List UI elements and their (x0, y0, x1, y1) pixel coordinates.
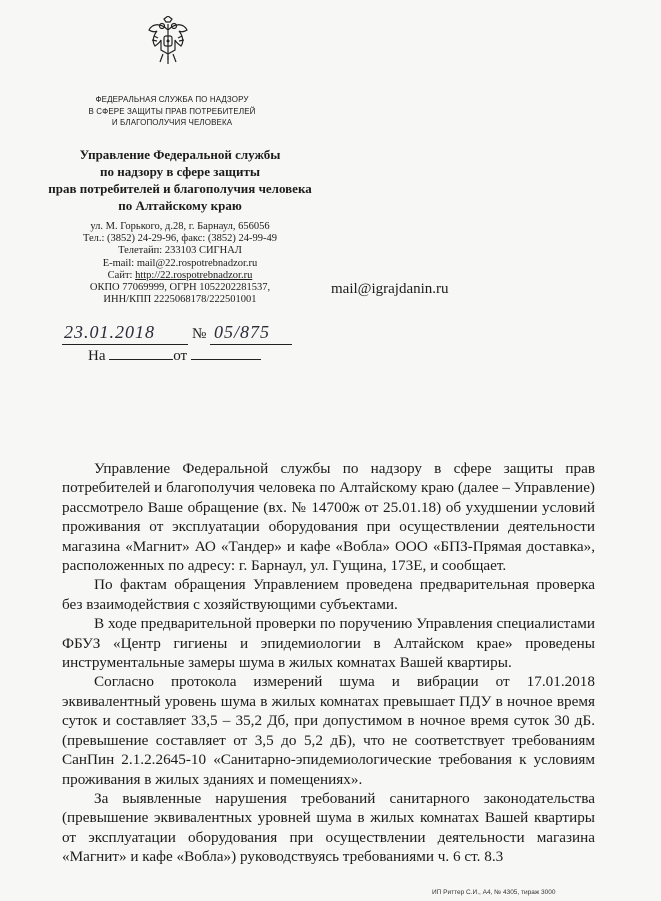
agency-address: ул. М. Горького, д.28, г. Барнаул, 656056 (90, 221, 270, 232)
body-paragraph: В ходе предварительной проверки по поручению Управления специалистами ФБУЗ «Центр гигиены и эпидемиологии в Алтайском крае» проведены инструментальные замеры шума в жилых комнатах Вашей квартиры. (62, 615, 595, 672)
number-underline (210, 344, 292, 345)
na-label: На (88, 348, 106, 364)
agency-phone: Тел.: (3852) 24-29-96, факс: (3852) 24-99-49 (82, 233, 278, 245)
registration-line (62, 322, 292, 346)
registration-no-label: № (192, 326, 207, 342)
agency-name-bold (20, 146, 340, 214)
agency-bold-line: Управление Федеральной службы (79, 147, 281, 162)
agency-caps-line: ФЕДЕРАЛЬНАЯ СЛУЖБА ПО НАДЗОРУ (95, 95, 249, 104)
agency-inn: ИНН/КПП 2225068178/222501001 (103, 294, 257, 306)
agency-bold-line: прав потребителей и благополучия человека (48, 181, 312, 196)
agency-site: http://22.rospotrebnadzor.ru (135, 269, 253, 281)
agency-name-caps (62, 94, 282, 129)
body-paragraph: По фактам обращения Управлением проведена предварительная проверка без взаимодействия с хозяйствующими субъектами. (62, 576, 595, 613)
date-underline (62, 344, 188, 345)
printer-footer: ИП Риттер С.И., А4, № 4305, тираж 3000 (432, 889, 556, 896)
agency-bold-line: по надзору в сфере защиты (99, 164, 261, 179)
body-paragraph: Управление Федеральной службы по надзору в сфере защиты прав потребителей и благополучия человека по Алтайскому краю (далее – Управление) рассмотрело Ваше обращение (вх. № 14700ж от 25.01.18) об ухудшении условий проживания от эксплуатации оборудования при осуществлении деятельности магазина «Магнит» АО «Тандер» и кафе «Вобла» ООО «БПЗ-Прямая доставка», расположенных по адресу: г. Барнаул, ул. Гущина, 173Е, и сообщает. (62, 460, 595, 575)
reference-line (88, 347, 261, 365)
site-label: Сайт: (107, 269, 136, 281)
coat-of-arms-icon (146, 16, 190, 66)
agency-bold-line: по Алтайскому краю (118, 198, 242, 213)
recipient-email: mail@igrajdanin.ru (331, 281, 449, 297)
agency-email: mail@22.rospotrebnadzor.ru (136, 257, 258, 269)
agency-site-line (60, 270, 300, 282)
reference-number-blank (109, 347, 173, 360)
body-paragraph: Согласно протокола измерений шума и вибрации от 17.01.2018 эквивалентный уровень шума в жилых комнатах превышает ПДУ в ночное время суток и составляет 33,5 – 35,2 Дб, при допустимом в ночное время суток 30 дБ. (превышение составляет от 3,5 до 5,2 дБ), что не соответствует требованиям СанПин 2.1.2.2645-10 «Санитарно-эпидемиологические требования к условиям проживания в жилых зданиях и помещениях». (62, 673, 595, 788)
letter-body (62, 459, 595, 867)
reference-date-blank (191, 347, 261, 360)
body-paragraph: За выявленные нарушения требований санитарного законодательства (превышение эквивалентных уровней шума в жилых комнатах Вашей квартиры от эксплуатации оборудования при осуществлении деятельности магазина «Магнит» и кафе «Вобла») руководствуясь требованиями ч. 6 ст. 8.3 (62, 789, 595, 866)
agency-caps-line: В СФЕРЕ ЗАЩИТЫ ПРАВ ПОТРЕБИТЕЛЕЙ (88, 106, 256, 116)
registration-number: 05/875 (214, 322, 271, 342)
agency-okpo: ОКПО 77069999, ОГРН 1052202281537, (89, 282, 271, 294)
agency-caps-line: И БЛАГОПОЛУЧИЯ ЧЕЛОВЕКА (111, 118, 233, 127)
registration-date: 23.01.2018 (64, 322, 155, 342)
agency-telegraph: Телетайп: 233103 СИГНАЛ (118, 245, 242, 257)
ot-label: от (173, 348, 188, 364)
email-label: E-mail: (102, 257, 137, 269)
agency-email-line (60, 258, 300, 270)
agency-contacts (60, 221, 300, 306)
